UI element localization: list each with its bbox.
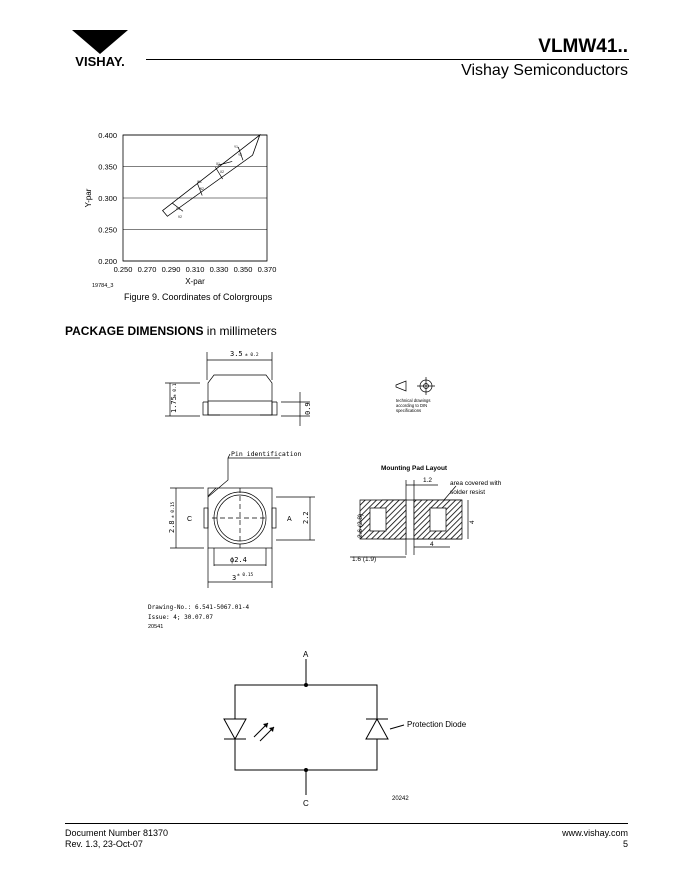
pin-a-label: A [287,516,292,523]
chart-figure-id: 19784_3 [92,283,114,289]
x-tick-label: 0.270 [137,265,157,274]
projection-cone [396,381,406,391]
pad-left [204,508,208,528]
dim-height-tol: ± 0.15 [171,501,176,518]
group-label: V1 [176,207,180,211]
pad-side-dim: 4 [469,520,476,524]
y-tick-label: 0.250 [98,225,117,235]
y-tick-label: 0.200 [98,257,117,266]
company-name: Vishay Semiconductors [461,62,628,79]
protection-diode-label: Protection Diode [407,720,467,729]
y-tick-label: 0.400 [98,131,117,140]
drawing-note-line: specifications [396,408,422,413]
dim-lens-diameter: ϕ2.4 [230,556,247,564]
part-number: VLMW41.. [538,36,628,57]
pad-height-dim: 2.6 (2.8) [357,513,364,538]
drawing-id: 20541 [148,624,164,630]
x-axis-label: X-par [185,277,205,286]
group-label: Y1 [234,145,238,149]
drawing-note-line: technical drawings [396,398,431,403]
pin-c-label: C [187,516,193,523]
section-heading-unit: in millimeters [203,324,277,338]
footer-left [65,828,168,850]
dim-lead: 0.9 [304,402,312,415]
x-tick-label: 0.310 [185,265,205,274]
pad-width-dim: 4 [430,541,434,548]
footer-right [562,828,628,850]
section-heading-bold: PACKAGE DIMENSIONS [65,324,204,338]
mounting-pad-right [414,500,462,539]
package-side-body [208,375,272,415]
package-drawing [140,340,540,645]
light-arrowheads [263,723,274,732]
cathode-node [304,768,308,772]
pad-gap-dim: 1.2 [423,477,433,484]
section-heading [65,324,277,338]
dim-top-width-tol: ± 0.2 [245,353,259,358]
mounting-pad-title: Mounting Pad Layout [381,465,448,472]
website-link[interactable]: www.vishay.com [562,828,628,838]
group-label: W1 [197,180,202,184]
colorgroup-region [163,135,260,216]
group-label: X1 [216,162,220,166]
y-tick-label: 0.350 [98,162,117,172]
drawing-number: Drawing-No.: 6.541-5067.01-4 [148,604,250,611]
dim-height: 2.8 [168,520,176,533]
circuit-figure-id: 20242 [392,796,409,802]
group-label: W2 [199,187,204,191]
dim-bottom-width: 3 [232,574,237,582]
lead-right [260,402,277,415]
led-symbol [224,719,246,739]
anode-node [304,683,308,687]
group-label: V2 [178,215,182,219]
x-tick-label: 0.290 [161,265,181,274]
protection-leader [390,725,404,729]
footer-rule [65,823,628,824]
pin-id-leader [208,454,230,497]
y-tick-label: 0.300 [98,194,117,203]
cathode-label: C [303,799,309,808]
circuit-diagram [200,645,467,815]
page-number: 5 [622,839,628,849]
x-tick-label: 0.250 [113,265,133,274]
colorgroup-chart [80,125,280,293]
group-label: Y2 [238,153,242,157]
lead-left [203,402,220,415]
x-tick-label: 0.350 [233,265,253,274]
dim-bottom-width-tol: ± 0.15 [237,573,254,578]
y-axis-label: Y-par [84,188,93,208]
revision: Rev. 1.3, 23-Oct-07 [65,839,143,849]
mounting-pad-left [360,500,406,539]
drawing-note-line: according to DIN [396,403,428,408]
dim-side-height-tol: ± 0.1 [173,383,178,397]
document-number: Document Number 81370 [65,828,169,838]
drawing-issue: Issue: 4; 30.07.07 [148,614,214,621]
group-label: X2 [220,170,224,174]
pin-identification-label: Pin identification [231,450,302,458]
x-tick-label: 0.330 [209,265,229,274]
pad-left-dim: 1.6 (1.9) [352,556,377,563]
chart-marks [163,135,260,216]
chart-grid [123,135,267,261]
x-tick-label: 0.370 [257,265,277,274]
dim-top-width: 3.5 [230,350,243,358]
anode-label: A [303,650,309,659]
pad-note-line2: solder resist [450,489,486,496]
dim-body: 2.2 [302,511,310,524]
circuit-loop [235,685,377,770]
pad-right [272,508,276,528]
figure-caption: Figure 9. Coordinates of Colorgroups [124,292,273,302]
pin-id-chamfer [208,488,216,496]
header-rule [146,59,629,60]
dim-side-height: 1.75 [170,396,178,413]
protection-diode-symbol [366,719,388,739]
pad-note-line1: area covered with [450,480,502,487]
logo-wordmark: VISHAY. [75,54,125,69]
vishay-logo [64,28,136,74]
